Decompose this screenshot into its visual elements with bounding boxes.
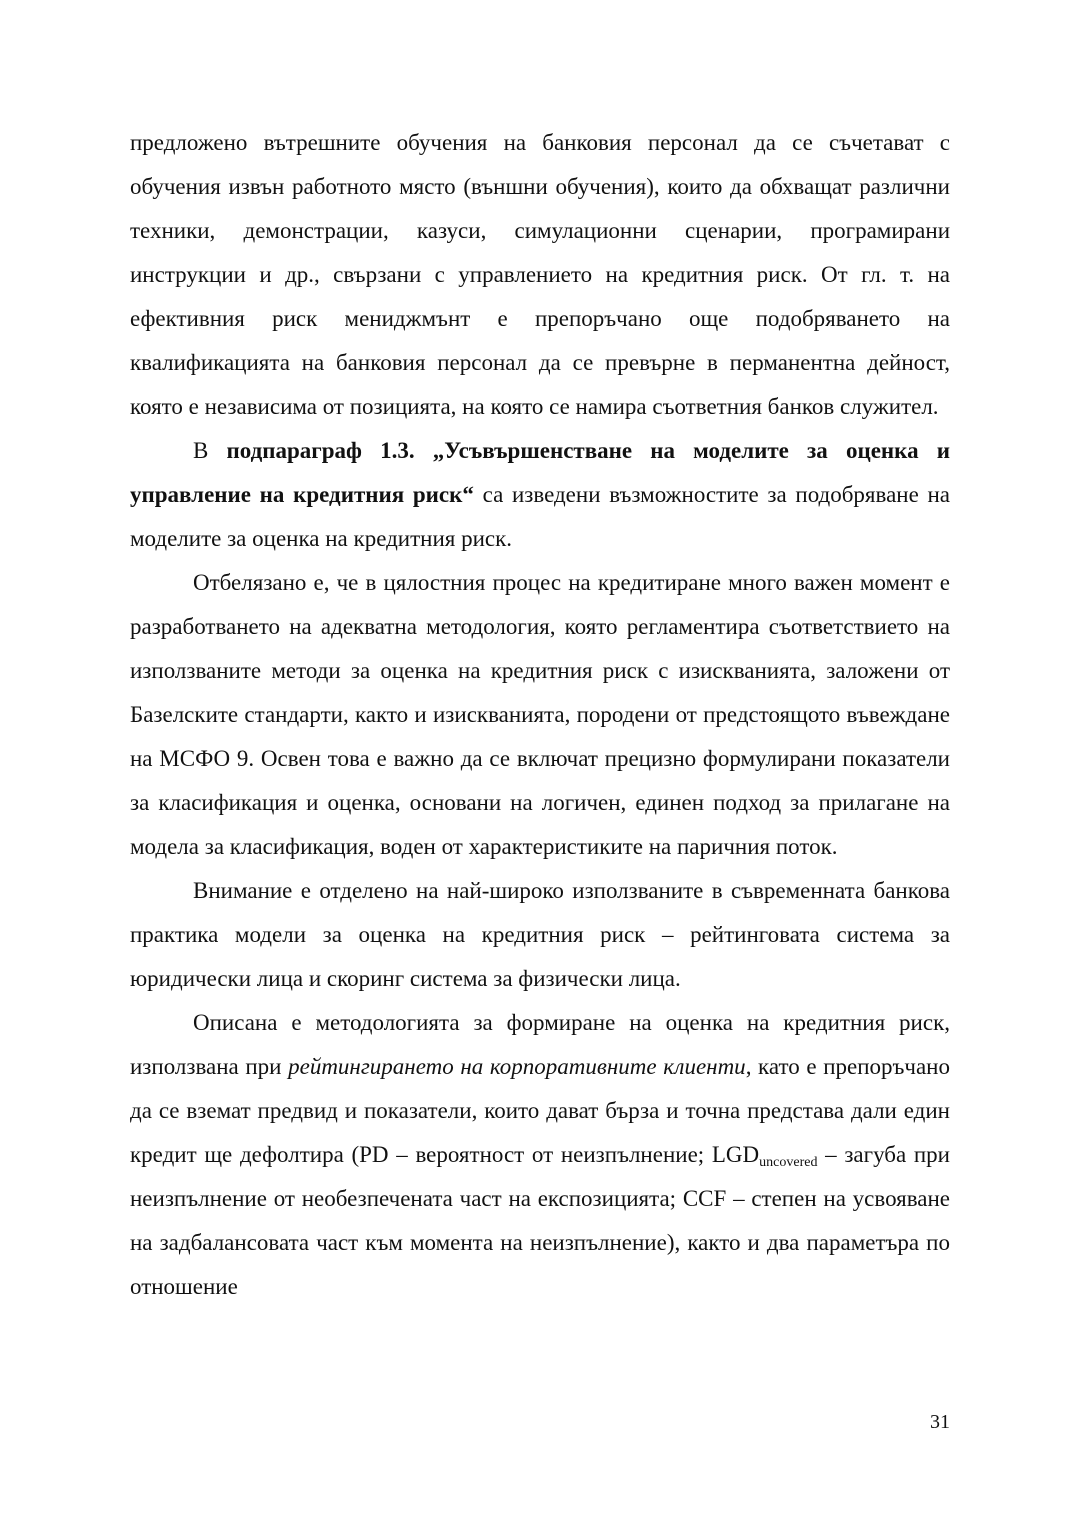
paragraph-models: Внимание е отделено на най-широко използваните в съвременната банкова практика модели за оценка на кредитния риск – рейтинговата система за юридически лица и скоринг система за физически лица.: [130, 878, 950, 991]
page-number: 31: [930, 1411, 950, 1433]
paragraph-rating: [130, 1001, 950, 1309]
paragraph-training: предложено вътрешните обучения на банковия персонал да се съчетават с обучения извън работното място (външни обучения), които да обхващат различни техники, демонстрации, казуси, симулационни сценарии, програмирани инструкции и др., свързани с управлението на кредитния риск. От гл. т. на ефективния риск мениджмънт е препоръчано още подобряването на квалификацията на банковия персонал да се превърне в перманентна дейност, която е независима от позицията, на която се намира съответния банков служител.: [130, 130, 950, 419]
italic-term: рейтингирането на корпоративните клиенти: [288, 1054, 746, 1079]
paragraph-text: Описана е методологията за формиране на оценка на кредитния риск, използвана при: [130, 1010, 950, 1079]
subscript-uncovered: uncovered: [759, 1155, 818, 1170]
paragraph-text: – загуба при неизпълнение от необезпечената част на експозицията; CCF – степен на усвояване на задбалансовата част към момента на неизпълнение), както и два параметъра по отношение: [130, 1142, 950, 1299]
paragraph-subsection-1-3: [130, 429, 950, 561]
subsection-title: подпараграф 1.3. „Усъвършенстване на моделите за оценка и управление на кредитния риск“: [130, 438, 950, 507]
paragraph-text: , като е препоръчано да се вземат предвид и показатели, които дават бърза и точна представа дали един кредит ще дефолтира (PD – вероятност от неизпълнение; LGD: [130, 1054, 950, 1167]
document-body: [130, 121, 950, 1309]
paragraph-prefix: В: [193, 438, 227, 463]
paragraph-methodology: Отбелязано е, че в цялостния процес на кредитиране много важен момент е разработването на адекватна методология, която регламентира съответствието на използваните методи за оценка на кредитния риск с изискванията, заложени от Базелските стандарти, както и изискванията, породени от предстоящото въвеждане на МСФО 9. Освен това е важно да се включат прецизно формулирани показатели за класификация и оценка, основани на логичен, единен подход за прилагане на модела за класификация, воден от характеристиките на паричния поток.: [130, 570, 950, 859]
paragraph-suffix: са изведени възможностите за подобряване на моделите за оценка на кредитния риск.: [130, 482, 951, 551]
